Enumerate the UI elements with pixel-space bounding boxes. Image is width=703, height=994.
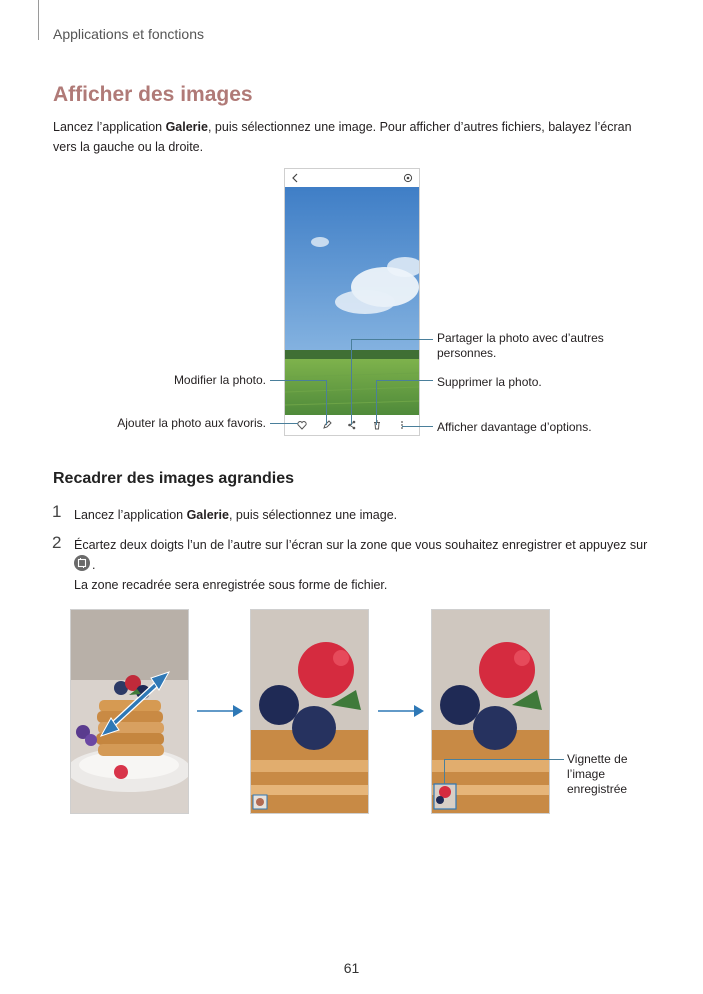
step-2-text: Écartez deux doigts l’un de l’autre sur l’écran sur la zone que vous souhaitez enregistrer et appuyez sur (74, 538, 648, 552)
step-2-period: . (92, 558, 96, 572)
pancakes-image-saved (431, 609, 550, 814)
capture-icon (74, 555, 90, 571)
arrow-right-icon (197, 703, 243, 719)
phone-screenshot (284, 168, 420, 436)
callout-favorite: Ajouter la photo aux favoris. (117, 416, 266, 430)
thumbnail-callout-line-v (444, 759, 445, 784)
heart-icon[interactable] (297, 420, 307, 430)
pancakes-image-zoomed (250, 609, 369, 814)
page-number: 61 (343, 960, 360, 976)
callout-more: Afficher davantage d’options. (437, 420, 592, 434)
callout-thumbnail: Vignette de l’image enregistrée (567, 752, 628, 796)
header-rule (38, 0, 39, 40)
step-2-number: 2 (52, 533, 62, 552)
phone-bottom-bar (285, 415, 419, 435)
favorite-callout-line (270, 423, 298, 424)
step-1-text-2: , puis sélectionnez une image. (228, 508, 398, 522)
step-1-number: 1 (52, 502, 62, 521)
intro-app-name: Galerie (165, 120, 208, 134)
back-icon[interactable] (291, 173, 301, 183)
step-2-note: La zone recadrée sera enregistrée sous forme de fichier. (74, 578, 388, 592)
callout-delete: Supprimer la photo. (437, 375, 542, 389)
intro-paragraph (53, 117, 653, 157)
pancakes-photo (71, 610, 188, 813)
trash-icon[interactable] (372, 420, 382, 430)
motion-photo-icon[interactable] (403, 173, 413, 183)
arrow-right-icon (378, 703, 424, 719)
share-callout-line-v (351, 339, 352, 425)
intro-text-2: , puis sélectionnez une image. Pour afficher d’autres fichiers, balayez l’écran vers la gauche ou la droite. (53, 120, 632, 154)
edit-callout-line-v (326, 380, 327, 425)
step-1-text-1: Lancez l’application (74, 508, 187, 522)
step-1-text (74, 505, 397, 525)
zoomed-photo (251, 610, 368, 813)
pencil-icon[interactable] (322, 420, 332, 430)
section-title: Afficher des images (53, 83, 253, 106)
callout-edit: Modifier la photo. (173, 373, 266, 387)
running-head: Applications et fonctions (53, 26, 204, 42)
callout-share: Partager la photo avec d’autres personnes. (437, 331, 604, 360)
pancakes-image-original (70, 609, 189, 814)
step-1-app-name: Galerie (186, 508, 229, 522)
more-callout-line (402, 426, 433, 427)
share-callout-line-h (351, 339, 433, 340)
delete-callout-line-h (376, 380, 433, 381)
share-icon[interactable] (347, 420, 357, 430)
delete-callout-line-v (376, 380, 377, 425)
more-icon[interactable] (397, 420, 407, 430)
edit-callout-line-h (270, 380, 326, 381)
phone-top-bar (285, 169, 419, 187)
subsection-title: Recadrer des images agrandies (53, 470, 295, 487)
thumbnail-callout-line-h (444, 759, 564, 760)
saved-photo (432, 610, 549, 813)
intro-text-1: Lancez l’application (53, 120, 166, 134)
